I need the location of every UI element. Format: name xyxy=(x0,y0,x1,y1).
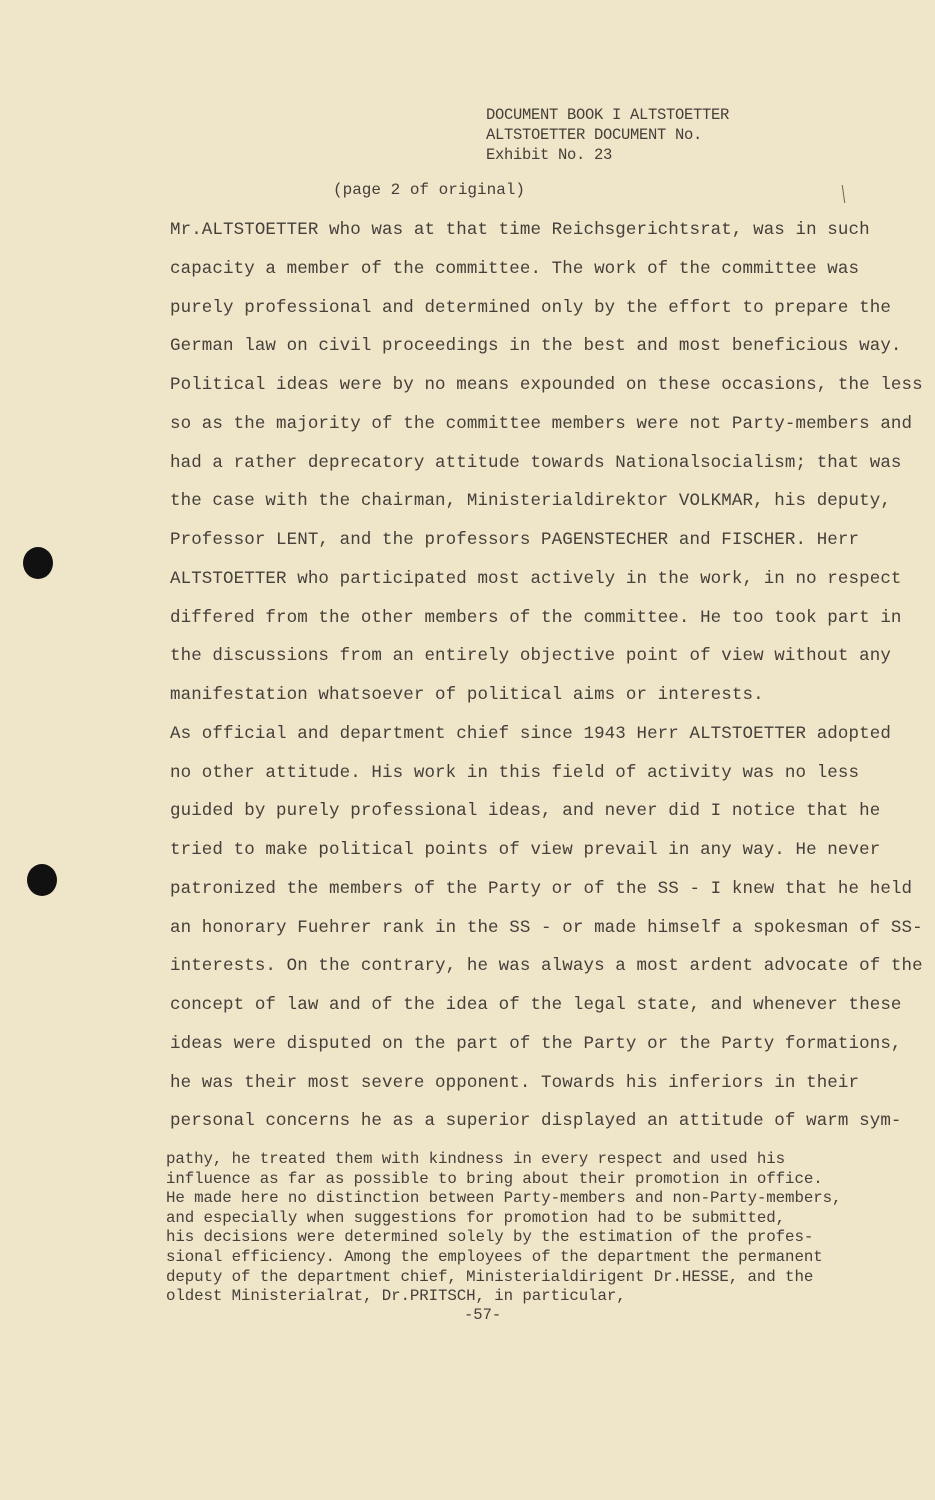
text-line: guided by purely professional ideas, and never did I notice that he xyxy=(170,801,881,822)
text-line: Professor LENT, and the professors PAGENSTECHER and FISCHER. Herr xyxy=(170,530,860,550)
text-line: so as the majority of the committee members were not Party-members and xyxy=(170,413,913,434)
text-line: oldest Ministerialrat, Dr.PRITSCH, in particular, xyxy=(166,1287,626,1306)
text-line: and especially when suggestions for promotion had to be submitted, xyxy=(166,1208,786,1227)
text-line: pathy, he treated them with kindness in every respect and used his xyxy=(166,1150,786,1168)
page-number: -57- xyxy=(464,1306,502,1324)
text-line: no other attitude. His work in this field of activity was no less xyxy=(170,762,860,783)
text-line: Political ideas were by no means expounded on these occasions, the less xyxy=(170,375,923,395)
text-line: an honorary Fuehrer rank in the SS - or made himself a spokesman of SS- xyxy=(170,917,923,938)
text-line: ALTSTOETTER DOCUMENT No. xyxy=(486,126,703,144)
text-line: He made here no distinction between Party-members and non-Party-members, xyxy=(166,1189,842,1208)
text-line: purely professional and determined only by the effort to prepare the xyxy=(170,297,891,318)
text-line: interests. On the contrary, he was always a most ardent advocate of the xyxy=(170,956,923,977)
punch-hole xyxy=(27,864,57,896)
text-line: personal concerns he as a superior displayed an attitude of warm sym- xyxy=(170,1111,902,1132)
text-line: the discussions from an entirely objective point of view without any xyxy=(170,646,891,667)
text-line: sional efficiency. Among the employees of the department the permanent xyxy=(166,1248,823,1266)
text-line: Mr.ALTSTOETTER who was at that time Reichsgerichtsrat, was in such xyxy=(170,220,870,240)
text-line: the case with the chairman, Ministerialdirektor VOLKMAR, his deputy, xyxy=(170,491,891,512)
text-line: deputy of the department chief, Ministerialdirigent Dr.HESSE, and the xyxy=(166,1267,814,1286)
text-line: Exhibit No. 23 xyxy=(486,146,613,164)
page-note: (page 2 of original) xyxy=(333,181,526,199)
text-line: capacity a member of the committee. The work of the committee was xyxy=(170,258,860,279)
text-line: differed from the other members of the committee. He too took part in xyxy=(170,607,902,628)
text-line: he was their most severe opponent. Towards his inferiors in their xyxy=(170,1072,860,1093)
text-line: concept of law and of the idea of the legal state, and whenever these xyxy=(170,995,902,1015)
text-line: manifestation whatsoever of political aims or interests. xyxy=(170,685,764,705)
text-line: influence as far as possible to bring about their promotion in office. xyxy=(166,1169,823,1188)
text-line: German law on civil proceedings in the best and most beneficious way. xyxy=(170,336,902,357)
text-line: patronized the members of the Party or of the SS - I knew that he held xyxy=(170,878,913,899)
text-line: ideas were disputed on the part of the Party or the Party formations, xyxy=(170,1033,902,1054)
punch-hole xyxy=(23,547,53,579)
pencil-mark xyxy=(842,185,845,203)
text-line: ALTSTOETTER who participated most actively in the work, in no respect xyxy=(170,568,902,589)
text-line: his decisions were determined solely by the estimation of the profes- xyxy=(166,1228,814,1247)
text-line: DOCUMENT BOOK I ALTSTOETTER xyxy=(486,106,730,124)
text-line: had a rather deprecatory attitude towards Nationalsocialism; that was xyxy=(170,452,902,473)
text-line: As official and department chief since 1943 Herr ALTSTOETTER adopted xyxy=(170,723,891,744)
text-line: tried to make political points of view prevail in any way. He never xyxy=(170,840,881,860)
